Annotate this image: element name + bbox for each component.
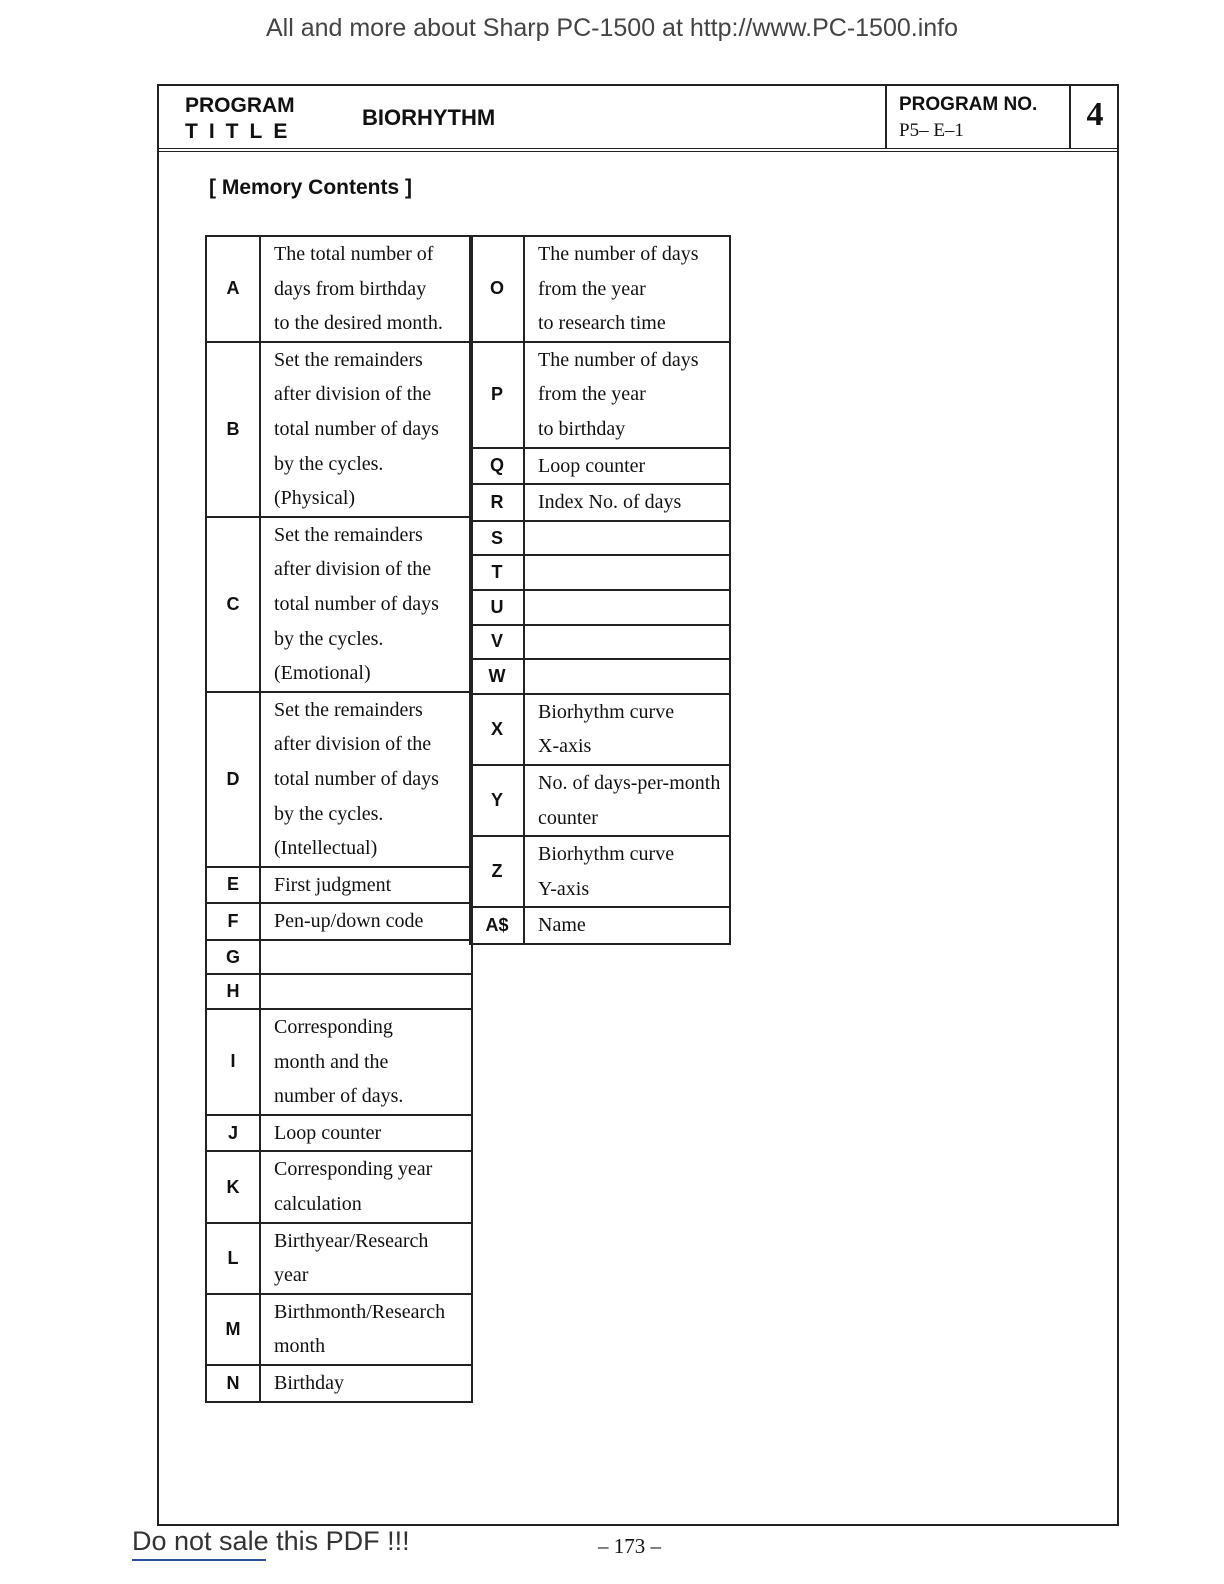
section-title: [ Memory Contents ]: [209, 176, 413, 199]
register-description: Corresponding month and the number of days.: [260, 1009, 472, 1115]
register-key: O: [470, 236, 524, 342]
memory-row: [206, 1294, 472, 1365]
memory-row: [470, 521, 730, 556]
register-description: Loop counter: [524, 448, 730, 485]
memory-row: [206, 342, 472, 517]
memory-row: [206, 867, 472, 904]
register-description: The total number of days from birthday to the desired month.: [260, 236, 472, 342]
register-key: W: [470, 659, 524, 694]
register-key: C: [206, 517, 260, 692]
register-key: K: [206, 1151, 260, 1222]
source-note: All and more about Sharp PC-1500 at http://www.PC-1500.info: [265, 14, 959, 42]
register-description: [524, 625, 730, 660]
footer-underline: [132, 1559, 266, 1561]
register-key: X: [470, 694, 524, 765]
memory-table-right: [469, 235, 731, 945]
register-description: [260, 974, 472, 1009]
register-description: No. of days-per-month counter: [524, 765, 730, 836]
memory-row: [206, 974, 472, 1009]
register-key: N: [206, 1365, 260, 1402]
register-description: [524, 521, 730, 556]
memory-row: [470, 342, 730, 448]
memory-row: [470, 625, 730, 660]
register-key: E: [206, 867, 260, 904]
memory-row: [470, 484, 730, 521]
label-line-2: TITLE: [185, 120, 299, 143]
register-key: S: [470, 521, 524, 556]
memory-row: [470, 907, 730, 944]
memory-row: [206, 1009, 472, 1115]
register-key: P: [470, 342, 524, 448]
register-description: The number of days from the year to research time: [524, 236, 730, 342]
program-title-label: [185, 93, 298, 145]
register-key: Y: [470, 765, 524, 836]
register-description: Name: [524, 907, 730, 944]
memory-row: [206, 1151, 472, 1222]
register-description: The number of days from the year to birthday: [524, 342, 730, 448]
register-key: L: [206, 1223, 260, 1294]
memory-row: [470, 555, 730, 590]
register-description: [524, 659, 730, 694]
program-number-label: PROGRAM NO.: [899, 94, 1038, 115]
register-description: Loop counter: [260, 1115, 472, 1152]
program-number-box: [885, 86, 1071, 148]
memory-row: [470, 590, 730, 625]
memory-table-left: [205, 235, 473, 1403]
register-key: Q: [470, 448, 524, 485]
memory-row: [470, 694, 730, 765]
memory-row: [470, 659, 730, 694]
register-key: A: [206, 236, 260, 342]
register-key: Z: [470, 836, 524, 907]
footer-note: Do not sale this PDF !!!: [132, 1526, 410, 1556]
memory-row: [470, 836, 730, 907]
register-key: G: [206, 940, 260, 975]
memory-row: [470, 765, 730, 836]
program-header: [159, 86, 1117, 152]
register-description: Birthyear/Research year: [260, 1223, 472, 1294]
program-code: P5– E–1: [899, 120, 964, 141]
memory-row: [470, 448, 730, 485]
register-description: [524, 555, 730, 590]
register-description: [524, 590, 730, 625]
register-key: M: [206, 1294, 260, 1365]
register-description: Set the remainders after division of the total number of days by the cycles. (Physical): [260, 342, 472, 517]
register-key: A$: [470, 907, 524, 944]
register-key: U: [470, 590, 524, 625]
page-number: – 173 –: [598, 1534, 661, 1558]
program-title: BIORHYTHM: [362, 105, 496, 130]
register-description: [260, 940, 472, 975]
memory-row: [206, 692, 472, 867]
register-description: Biorhythm curve Y-axis: [524, 836, 730, 907]
register-description: Biorhythm curve X-axis: [524, 694, 730, 765]
memory-row: [206, 903, 472, 940]
register-key: R: [470, 484, 524, 521]
memory-row: [206, 1223, 472, 1294]
register-key: T: [470, 555, 524, 590]
memory-row: [470, 236, 730, 342]
register-key: J: [206, 1115, 260, 1152]
register-key: D: [206, 692, 260, 867]
register-description: Set the remainders after division of the total number of days by the cycles. (Intellectual): [260, 692, 472, 867]
register-description: Index No. of days: [524, 484, 730, 521]
register-description: Set the remainders after division of the total number of days by the cycles. (Emotional): [260, 517, 472, 692]
register-key: I: [206, 1009, 260, 1115]
register-description: First judgment: [260, 867, 472, 904]
label-line-1: PROGRAM: [185, 94, 295, 117]
page-index: 4: [1086, 96, 1104, 133]
register-key: V: [470, 625, 524, 660]
memory-row: [206, 1115, 472, 1152]
memory-row: [206, 236, 472, 342]
memory-row: [206, 517, 472, 692]
register-description: Birthday: [260, 1365, 472, 1402]
register-description: Birthmonth/Research month: [260, 1294, 472, 1365]
memory-row: [206, 1365, 472, 1402]
register-key: F: [206, 903, 260, 940]
memory-row: [206, 940, 472, 975]
register-description: Corresponding year calculation: [260, 1151, 472, 1222]
register-key: B: [206, 342, 260, 517]
register-description: Pen-up/down code: [260, 903, 472, 940]
register-key: H: [206, 974, 260, 1009]
